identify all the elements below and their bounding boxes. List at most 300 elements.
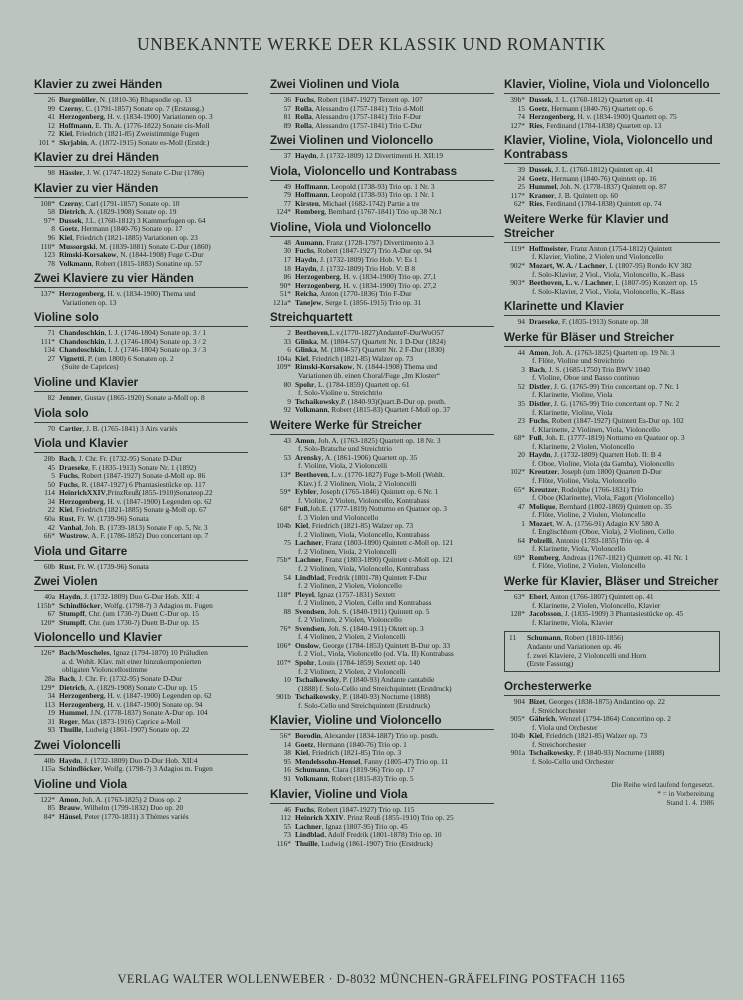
- entry-number: 128*: [510, 610, 525, 619]
- entry-body: [59, 515, 248, 524]
- list-item: [504, 520, 720, 537]
- list-item: [270, 505, 494, 522]
- entry-body: [295, 642, 494, 659]
- entry-number: 39: [517, 166, 525, 175]
- entry-number: 902*: [510, 262, 525, 271]
- work: , H. v. (1834-1900) Thema und: [103, 290, 196, 299]
- section: [270, 714, 494, 783]
- work: , Fanny (1805-47) Trio op. 11: [360, 757, 449, 766]
- work: , Wolfg. (1798-?) 3 Adagios m. Fugen: [100, 765, 213, 774]
- composer: Hoffmeister: [529, 244, 567, 253]
- work: , Joh. A. (1763-1825) Quartett op. 18 Nr. 3: [314, 436, 441, 445]
- entry-number: 79: [283, 191, 291, 200]
- section: [270, 311, 494, 414]
- work: , Bernhard (1802-1869) Quintett op. 35: [555, 502, 672, 511]
- section: [504, 331, 720, 571]
- entry-number: 72: [47, 130, 55, 139]
- entry-number: 76*: [279, 624, 291, 633]
- section: [34, 575, 248, 627]
- work: , A. (1829-1908) Sonate op. 19: [84, 208, 177, 217]
- entry-body: [295, 749, 494, 758]
- work-line: f. Klarinette, 2 Violinen, Viola, Violoncello: [532, 424, 660, 434]
- section-heading: Werke für Bläser und Streicher: [504, 331, 720, 347]
- work-line: obligaten Violoncellostimme: [62, 665, 148, 675]
- work-line: Variationen üb. einen Choral/Fuge „Im Kloster“: [298, 371, 441, 381]
- entry-body: [59, 692, 248, 701]
- entry-number: 119*: [510, 244, 525, 253]
- entry-body: [295, 338, 494, 347]
- entry-number: 81: [283, 113, 291, 122]
- composer: Rust: [59, 562, 74, 571]
- entry-body: [295, 329, 494, 338]
- entry-body: [59, 464, 248, 473]
- list-item: [504, 451, 720, 468]
- work: , Chr. (um 1730-?) Duett B-Dur op. 15: [84, 618, 200, 627]
- entry-body: [295, 766, 494, 775]
- list-item: [34, 394, 248, 403]
- work: , P. (um 1800) 6 Sonaten op. 2: [84, 354, 174, 363]
- section: [34, 182, 248, 268]
- entry-number: 113: [44, 700, 55, 709]
- entry-number: 85: [47, 804, 55, 813]
- entry-body: [59, 675, 248, 684]
- composer: Thuille: [59, 726, 82, 735]
- entry-body: [295, 191, 494, 200]
- composer: Stumpff: [59, 618, 85, 627]
- entry-number: 90*: [279, 281, 291, 290]
- section: [270, 419, 494, 711]
- entry-body: [529, 610, 720, 627]
- list-item: [270, 522, 494, 539]
- section: [34, 407, 248, 434]
- series-note: [504, 780, 720, 807]
- work: , I. (1807-95) Konzert op. 15: [611, 279, 698, 288]
- work: , Chr. (um 1730-?) Duett C-Dur op. 15: [84, 610, 200, 619]
- entry-body: [59, 105, 248, 114]
- composer: Onslow: [295, 641, 319, 650]
- work: , Hermann (1840-76) Sonate op. 17: [77, 225, 183, 234]
- list-item: [504, 366, 720, 383]
- list-item: [270, 282, 494, 291]
- entry-number: 43: [283, 436, 291, 445]
- composer: Haydn: [295, 256, 317, 265]
- work: , J. L. (1760-1812) Quartett op. 41: [551, 96, 654, 104]
- entry-body: [529, 245, 720, 262]
- list-item: [504, 279, 720, 296]
- list-item: [34, 726, 248, 735]
- composer: Amon: [59, 795, 79, 804]
- entry-number: 68*: [279, 505, 291, 514]
- work: , N. (1844-1908) Fuge C-Dur: [116, 251, 204, 260]
- entry-number: 77: [283, 199, 291, 208]
- list-item: [34, 225, 248, 234]
- work-line: f. Oboe (Klarinette), Viola, Fagott (Violoncello): [532, 493, 674, 503]
- list-item: [270, 488, 494, 505]
- composer: Spohr: [295, 658, 315, 667]
- list-item: [504, 262, 720, 279]
- list-item: [34, 355, 248, 372]
- list-item: [504, 749, 720, 766]
- composer: Tschaikowsky: [295, 676, 340, 685]
- entry-number: 22: [47, 506, 55, 515]
- entry-body: [59, 130, 248, 139]
- entry-number: 122*: [40, 795, 55, 804]
- work: , Wilhelm (1799-1832) Duo op. 20: [80, 804, 184, 813]
- entry-number: 28b: [43, 455, 55, 464]
- work-line: Variationen op. 13: [62, 297, 117, 307]
- list-item: [34, 217, 248, 226]
- work: , Ignaz (1757-1831) Sextett: [313, 590, 396, 599]
- list-item: [504, 537, 720, 554]
- list-item: [34, 813, 248, 822]
- entry-body: [295, 256, 494, 265]
- entry-number: 112: [280, 814, 291, 823]
- work: , Joseph (um 1800) Quartett D-Dur: [557, 468, 662, 477]
- composer: Hummel: [59, 709, 87, 718]
- section-heading: Klavier, Violine und Violoncello: [270, 714, 494, 730]
- entry-body: [295, 183, 494, 192]
- work: , E. Th. A. (1776-1822) Sonate cis-Moll: [91, 121, 210, 130]
- entry-number: 137*: [40, 290, 55, 299]
- work: , Friedrich (1821-1885) Variationen op. 23: [72, 234, 198, 243]
- list-item: [504, 434, 720, 451]
- composer: Lachner: [295, 822, 322, 831]
- entry-body: [59, 506, 248, 515]
- entry-number: 88: [283, 607, 291, 616]
- entry-number: 47: [517, 502, 525, 511]
- section-heading: Zwei Violinen und Viola: [270, 78, 494, 94]
- work: , I. (1807-95) Rondo KV 382: [605, 262, 692, 271]
- section-heading: Violine solo: [34, 311, 248, 327]
- entry-body: [295, 363, 494, 380]
- list-item: [504, 245, 720, 262]
- composer: Dussek: [529, 96, 552, 104]
- entry-number: 107*: [276, 658, 291, 667]
- work: , Franz Anton (1754-1812) Quintett: [566, 244, 673, 253]
- entry-body: [59, 619, 248, 628]
- entry-body: [295, 741, 494, 750]
- composer: Fuchs: [529, 417, 548, 426]
- entry-number: 68*: [513, 434, 525, 443]
- composer: Mendelssohn-Hensel: [295, 757, 361, 766]
- entry-body: [295, 522, 494, 539]
- entry-body: [295, 265, 494, 274]
- composer: Mussorgski: [59, 242, 96, 251]
- composer: Aumann: [295, 238, 323, 247]
- entry-body: [295, 152, 494, 161]
- section-heading: Weitere Werke für Streicher: [270, 419, 494, 435]
- entry-body: [529, 366, 720, 383]
- list-item: [34, 290, 248, 307]
- work-line: f. Solo-Cello und Streichquintett (Erstdruck): [298, 700, 430, 710]
- list-item: [34, 524, 248, 533]
- work: , J. L. (1760-1812) Quintett op. 41: [551, 166, 654, 175]
- work: , Wenzel (1794-1864) Concertino op. 2: [555, 715, 671, 724]
- list-item: [270, 273, 494, 282]
- work: , M. (1804-57) Quartett Nr. 1 D-Dur (1824): [316, 337, 446, 346]
- list-item: [504, 417, 720, 434]
- composer: Polzelli: [529, 536, 552, 545]
- section: [504, 300, 720, 327]
- composer: Kiel: [59, 130, 73, 139]
- work: , Fr. W. (1739-96) Sonata: [73, 514, 149, 523]
- work: , J. (1732-1809) Duo G-Dur Hob. XII: 4: [80, 593, 200, 602]
- section: [34, 272, 248, 307]
- work-line: f. Klarinette, Violine, Viola: [532, 390, 613, 400]
- entry-number: 34: [47, 497, 55, 506]
- list-item: [504, 698, 720, 715]
- section-heading: Viola und Gitarre: [34, 545, 248, 561]
- entry-number: 37: [283, 152, 291, 161]
- entry-body: [295, 437, 494, 454]
- list-item: [34, 338, 248, 347]
- column-2: [270, 78, 494, 852]
- entry-body: [529, 349, 720, 366]
- composer: Czerny: [59, 104, 82, 113]
- entry-body: [529, 417, 720, 434]
- composer: Skrjabin: [59, 138, 87, 147]
- work: , P. (1840-93) Nocturne (1888): [339, 693, 431, 702]
- entry-body: [295, 831, 494, 840]
- entry-number: 115b*: [36, 601, 55, 610]
- entry-body: [59, 217, 248, 226]
- entry-number: 40a: [44, 593, 55, 602]
- work: , J.N. (1778-1837) Sonate A-Dur op. 104: [86, 709, 208, 718]
- composer: Schumann: [527, 633, 561, 643]
- composer: Distler: [529, 382, 551, 391]
- work: . Prinz Reuß (1855-1910) Trio op. 25: [343, 814, 454, 823]
- composer: Rolla: [295, 113, 312, 122]
- section-heading: Viola solo: [34, 407, 248, 423]
- entry-body: [59, 602, 248, 611]
- work: , C. (1791-1857) Sonate op. 7 (Erstausg.): [81, 104, 204, 113]
- list-item: [34, 243, 248, 252]
- entry-number: 59*: [279, 488, 291, 497]
- work-line: f. Streichorchester: [532, 739, 587, 749]
- entry-number: 55: [283, 822, 291, 831]
- entry-body: [59, 260, 248, 269]
- work-line: (Erste Fassung): [527, 659, 574, 669]
- work: , I. J. (1746-1804) Sonate op. 3 / 2: [104, 337, 207, 346]
- composer: Haydn: [295, 264, 317, 273]
- entry-body: [295, 659, 494, 676]
- composer: Kiel: [295, 522, 309, 531]
- composer: Vanhal: [59, 523, 82, 532]
- entry-number: 73: [283, 831, 291, 840]
- entry-number: 74: [517, 113, 525, 122]
- list-item: [34, 489, 248, 498]
- composer: Ries: [529, 121, 543, 130]
- list-item: [504, 468, 720, 485]
- section: [270, 788, 494, 849]
- entry-number: 111*: [40, 337, 55, 346]
- composer: Lachner: [295, 539, 322, 548]
- list-item: [270, 239, 494, 248]
- composer: Goetz: [529, 174, 548, 183]
- entry-number: 75: [283, 539, 291, 548]
- list-item: [270, 642, 494, 659]
- entry-number: 34: [47, 692, 55, 701]
- composer: Schindlöcker: [59, 601, 101, 610]
- entry-number: 129*: [40, 683, 55, 692]
- entry-number: 50: [47, 480, 55, 489]
- entry-body: [59, 757, 248, 766]
- entry-number: 25: [517, 183, 525, 192]
- work: , Louis (1784-1859) Sextett op. 140: [314, 658, 421, 667]
- work: , A. (1872-1915) Sonate es-Moll (Erstdr.): [86, 138, 210, 147]
- section: [34, 437, 248, 540]
- work: , Anton (1770-1836) Trio F-Dur: [316, 290, 412, 299]
- entry-body: [529, 503, 720, 520]
- composer: Rimski-Korsakow: [59, 251, 117, 260]
- work: , Robert (1847-1927) Trio op. 115: [313, 805, 415, 814]
- entry-body: [59, 290, 248, 307]
- entry-number: 26: [47, 96, 55, 104]
- entry-number: 57: [283, 104, 291, 113]
- list-item: [270, 152, 494, 161]
- section: [270, 78, 494, 130]
- entry-body: [59, 169, 248, 178]
- entry-body: [295, 625, 494, 642]
- list-item: [270, 840, 494, 849]
- list-item: [270, 659, 494, 676]
- orchestral-section: [504, 680, 720, 766]
- entry-body: [59, 225, 248, 234]
- section-heading: Werke für Klavier, Bläser und Streicher: [504, 575, 720, 591]
- work: , Friedrich (1821-85) Trio op. 3: [308, 749, 402, 758]
- list-item: [34, 804, 248, 813]
- work-line: f. 2 Violinen, 2 Violen, Cello und Kontrabass: [298, 598, 432, 608]
- work: , J. (1732-1809) Trio Hob. V: Es 1: [316, 256, 418, 265]
- entry-body: [59, 593, 248, 602]
- entry-body: [295, 122, 494, 131]
- entry-number: 102*: [510, 468, 525, 477]
- work: , Hermann (1840-76) Quintett op. 16: [547, 174, 657, 183]
- entry-number: 60a: [44, 514, 55, 523]
- composer: Schindlöcker: [59, 765, 101, 774]
- composer: Mozart: [529, 519, 553, 528]
- work: , R. (1847-1927) 6 Phantasiestücke op. 117: [77, 480, 206, 489]
- entry-number: 58: [47, 208, 55, 217]
- entry-body: [59, 394, 248, 403]
- entry-body: [295, 505, 494, 522]
- work-line: f. Violine, 2 Violen, Violoncello, Kontrabass: [298, 495, 430, 505]
- entry-body: [529, 486, 720, 503]
- entry-body: [59, 208, 248, 217]
- entry-body: [59, 726, 248, 735]
- entry-body: [295, 806, 494, 815]
- section: [34, 78, 248, 147]
- entry-number: 33: [283, 337, 291, 346]
- composer: Draeseke: [529, 318, 559, 327]
- section: [34, 376, 248, 403]
- work: , Franz (1803-1890) Quintett c-Moll op. 121: [321, 556, 454, 565]
- section-heading: Streichquartett: [270, 311, 494, 327]
- entry-number: 54: [283, 573, 291, 582]
- composer: Tschaikowsky: [295, 397, 340, 406]
- composer: Lindblad: [295, 573, 325, 582]
- composer: Goetz: [59, 225, 78, 234]
- column-3: [504, 78, 720, 807]
- entry-number: 41: [47, 113, 55, 122]
- composer: Tschaikowsky: [295, 693, 340, 702]
- work: , H. v. (1834-1900) Variationen op. 3: [103, 113, 213, 122]
- entry-body: [295, 454, 494, 471]
- work-line: f. 2 Viol., Viola, Violoncello (od. Vla. II) Kontrabass: [298, 649, 454, 659]
- work: , H. v. (1834-1900) Trio op. 27,1: [339, 273, 437, 282]
- composer: Rimski-Korsakow: [295, 363, 353, 372]
- composer: Molique: [529, 502, 556, 511]
- list-item: [504, 554, 720, 571]
- entry-number: 75b*: [276, 556, 291, 565]
- list-item: [270, 471, 494, 488]
- publisher-footer: VERLAG WALTER WOLLENWEBER · D-8032 MÜNCHEN-GRÄFELFING POSTFACH 1165: [117, 972, 626, 986]
- list-item: [34, 515, 248, 524]
- entry-body: [295, 732, 494, 741]
- entry-body: [295, 539, 494, 556]
- work: , Friedrich (1821-85) Walzer op. 73: [308, 354, 414, 363]
- work: , Bernhard (1767-1841) Trio op.38 Nr.1: [324, 208, 442, 217]
- work: , J. (1732-1809) Quartett Hob. II: B 4: [550, 451, 662, 460]
- work: , Robert (1847-1927) Trio A-Dur op. 94: [313, 247, 432, 256]
- work: , A. F. (1786-1852) Duo concertant op. 7: [87, 532, 209, 541]
- entry-number: 27: [47, 354, 55, 363]
- work: , Friedrich (1821-85) Walzer op. 73: [542, 732, 648, 741]
- composer: Chandoschkin: [59, 329, 105, 338]
- work: , Gustav (1865-1920) Sonate a-Moll op. 8: [80, 394, 205, 403]
- entry-body: [295, 775, 494, 784]
- boxed-entry: [504, 631, 720, 672]
- list-item: [34, 455, 248, 464]
- list-item: [34, 709, 248, 718]
- work-line: f. Flöte, Violine und Streichtrio: [532, 356, 625, 366]
- list-item: [270, 299, 494, 308]
- entry-number: 14: [283, 740, 291, 749]
- work: , Robert (1847-1927) Terzett op. 107: [313, 96, 423, 104]
- composer: Bizet: [529, 697, 546, 706]
- list-item: [270, 454, 494, 471]
- composer: Kirsten: [295, 199, 319, 208]
- composer: Schumann: [295, 766, 329, 775]
- entry-body: [295, 381, 494, 398]
- list-item: [270, 741, 494, 750]
- section-heading: Weitere Werke für Klavier und Streicher: [504, 213, 720, 243]
- list-item: [504, 113, 720, 122]
- work: , Joh. S. (1840-1911) Oktett op. 3: [324, 624, 424, 633]
- work: , Ferdinand (1784-1838) Quintett op. 74: [542, 200, 662, 209]
- work: , I. J. (1746-1804) Sonate op. 3 / 1: [104, 329, 207, 338]
- composer: Herzogenberg: [59, 497, 104, 506]
- entry-number: 115a: [40, 765, 55, 774]
- work: , P. (1840-93) Andante cantabile: [339, 676, 435, 685]
- entry-body: [59, 804, 248, 813]
- entry-body: [529, 520, 720, 537]
- work-line: f. Flöte, Violine, Viola, Violoncello: [532, 475, 637, 485]
- list-item: [34, 113, 248, 122]
- composer: Haydn: [59, 593, 81, 602]
- section-heading: Klavier, Violine, Viola, Violoncello und Kontrabass: [504, 134, 720, 164]
- entry-number: 901b: [276, 693, 291, 702]
- composer: Rolla: [295, 121, 312, 130]
- work: , Fr. W. (1739-96) Sonata: [73, 562, 149, 571]
- section-heading: Zwei Violinen und Violoncello: [270, 134, 494, 150]
- entry-number: 904: [513, 697, 525, 706]
- entry-number: 11: [509, 633, 517, 643]
- list-item: [34, 498, 248, 507]
- work: , Franz (1728-1797) Divertimento à 3: [322, 238, 434, 247]
- work: , Friedrich (1821-1885) Sonate g-Moll op. 67: [72, 506, 207, 515]
- composer: Jacobsson: [529, 610, 562, 619]
